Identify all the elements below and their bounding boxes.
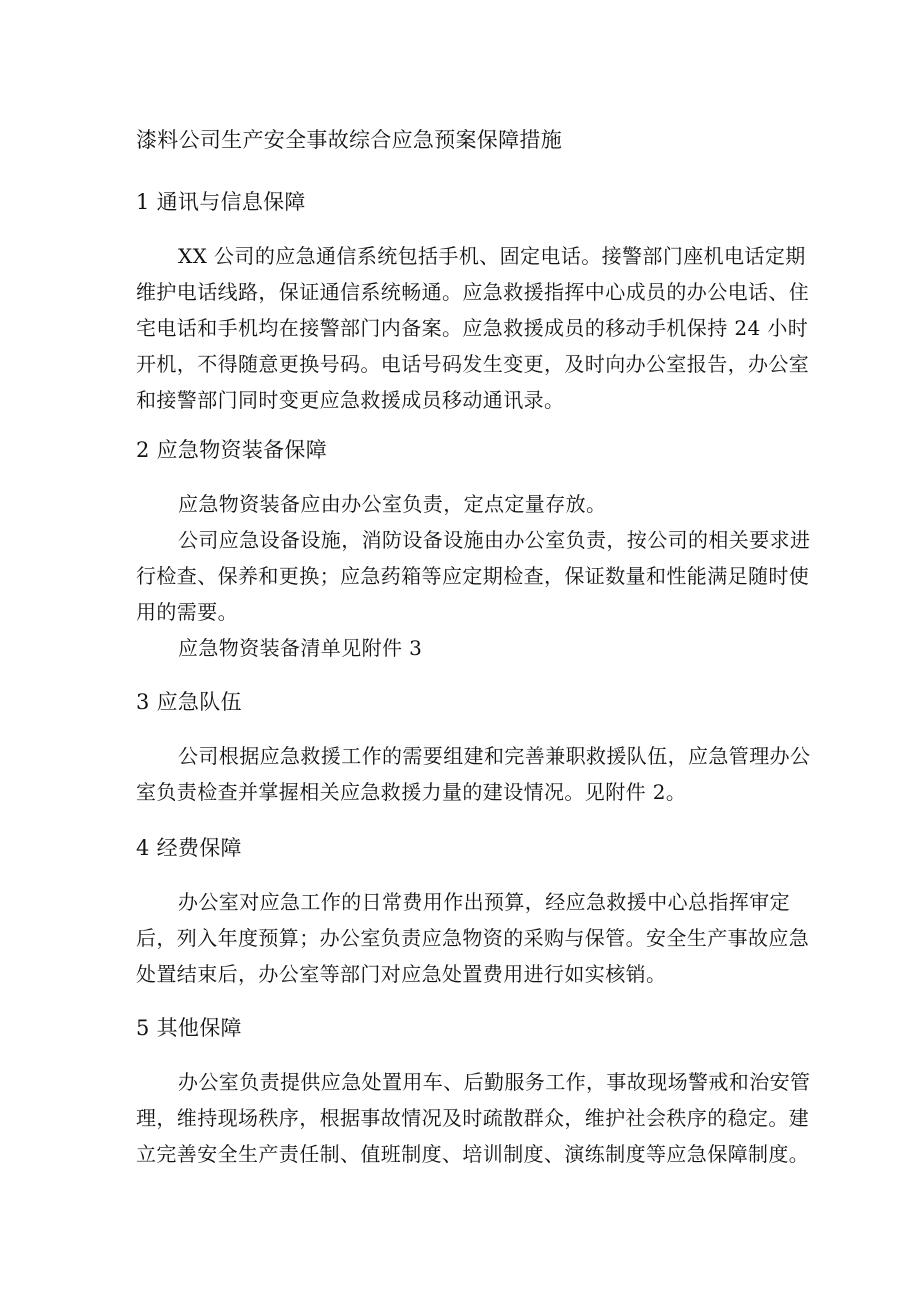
section-heading: 1 通讯与信息保障 — [136, 190, 306, 214]
section-paragraph: 办公室负责提供应急处置用车、后勤服务工作，事故现场警戒和治安管理，维持现场秩序，根据事故情况及时疏散群众，维护社会秩序的稳定。建立完善安全生产责任制、值班制度、培训制度、演练制度等应急保障制度。 — [136, 1070, 811, 1166]
section-heading: 5 其他保障 — [136, 1016, 242, 1040]
section-paragraph: 公司应急设备设施，消防设备设施由办公室负责，按公司的相关要求进行检查、保养和更换；应急药箱等应定期检查，保证数量和性能满足随时使用的需要。 — [136, 528, 811, 624]
section-paragraph: 办公室对应急工作的日常费用作出预算，经应急救援中心总指挥审定后，列入年度预算；办公室负责应急物资的采购与保管。安全生产事故应急处置结束后，办公室等部门对应急处置费用进行如实核销。 — [136, 890, 810, 986]
section-paragraph: XX 公司的应急通信系统包括手机、固定电话。接警部门座机电话定期维护电话线路，保证通信系统畅通。应急救援指挥中心成员的办公电话、住宅电话和手机均在接警部门内备案。应急救援成员的移动手机保持 24 小时开机，不得随意更换号码。电话号码发生变更，及时向办公室报告，办公室和接警部门同时变更应急救援成员移动通讯录。 — [136, 244, 810, 412]
section-funding — [136, 832, 816, 992]
section-heading: 2 应急物资装备保障 — [136, 438, 328, 462]
section-paragraph: 公司根据应急救援工作的需要组建和完善兼职救援队伍，应急管理办公室负责检查并掌握相关应急救援力量的建设情况。见附件 2。 — [136, 744, 811, 804]
section-communication — [136, 186, 816, 418]
section-paragraph: 应急物资装备应由办公室负责，定点定量存放。 — [178, 492, 607, 516]
section-paragraph: 应急物资装备清单见附件 3 — [178, 636, 423, 660]
section-team — [136, 686, 816, 810]
section-equipment — [136, 434, 816, 666]
section-other — [136, 1012, 816, 1172]
document-title: 漆料公司生产安全事故综合应急预案保障措施 — [136, 128, 562, 152]
section-heading: 3 应急队伍 — [136, 690, 242, 714]
section-heading: 4 经费保障 — [136, 836, 242, 860]
